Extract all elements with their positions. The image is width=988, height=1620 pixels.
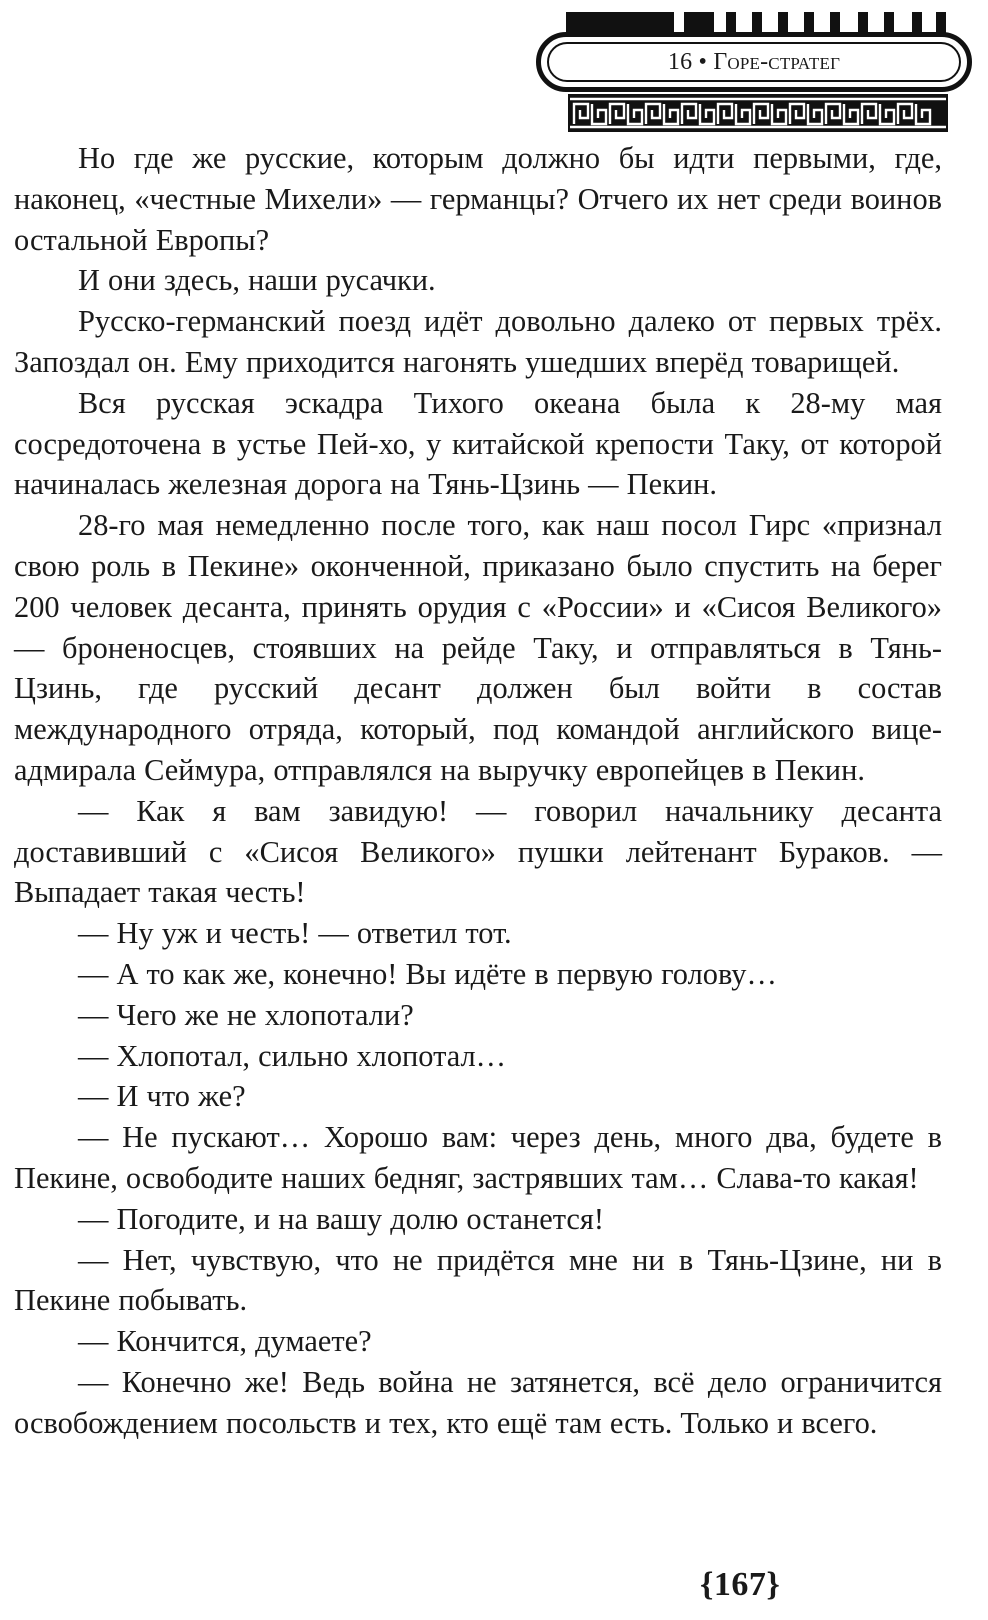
paragraph: 28-го мая немедленно после того, как наш посол Гирс «признал свою роль в Пекине» оконченной, приказано было спустить на берег 200 человек десанта, принять орудия с «России» и «Сисоя Великого» — броненосцев, стоявших на рейде Таку, и отправляться в Тянь-Цзинь, где русский десант должен был войти в состав международного отряда, который, под командой английского вице-адмирала Сеймура, отправлялся на выручку европейцев в Пекин. xyxy=(14,508,942,787)
title-separator: • xyxy=(698,48,708,75)
header-top-ornament xyxy=(566,12,946,34)
dialogue-line: — Конечно же! Ведь война не затянется, всё дело ограничится освобождением посольств и тех, кто ещё там есть. Только и всего. xyxy=(14,1364,942,1440)
running-title xyxy=(668,49,840,76)
dialogue-line: — Хлопотал, сильно хлопотал… xyxy=(78,1038,507,1073)
dialogue-line: — Погодите, и на вашу долю останется! xyxy=(78,1201,604,1236)
dialogue-line: — И что же? xyxy=(78,1079,246,1114)
dialogue-line: — Ну уж и честь! — ответил тот. xyxy=(78,916,512,951)
dialogue-line: — Нет, чувствую, что не придётся мне ни в Тянь-Цзине, ни в Пекине побывать. xyxy=(14,1242,942,1318)
dialogue-line: — А то как же, конечно! Вы идёте в первую голову… xyxy=(78,956,777,991)
dialogue-line: — Чего же не хлопотали? xyxy=(78,997,414,1032)
dialogue-line: — Не пускают… Хорошо вам: через день, много два, будете в Пекине, освободите наших бедняг, застрявших там… Слава-то какая! xyxy=(14,1120,942,1195)
dialogue-line: — Кончится, думаете? xyxy=(78,1324,372,1359)
page-number: {167} xyxy=(700,1566,781,1603)
paragraph: Русско-германский поезд идёт довольно далеко от первых трёх. Запоздал он. Ему приходится нагонять ушедших вперёд товарищей. xyxy=(14,304,942,379)
paragraph: Но где же русские, которым должно бы идти первыми, где, наконец, «честные Михели» — германцы? Отчего их нет среди воинов остальной Европы? xyxy=(14,141,942,257)
dialogue-line: — Как я вам завидую! — говорил начальнику десанта доставивший с «Сисоя Великого» пушки лейтенант Бураков. — Выпадает такая честь! xyxy=(14,793,942,910)
paragraph: И они здесь, наши русачки. xyxy=(78,263,436,298)
paragraph: Вся русская эскадра Тихого океана была к 28-му мая сосредоточена в устье Пей-хо, у китайской крепости Таку, от которой начиналась железная дорога на Тянь-Цзинь — Пекин. xyxy=(14,385,942,502)
chapter-title: Горе-стратег xyxy=(713,48,841,75)
body-text xyxy=(14,138,942,1444)
header-band xyxy=(536,32,972,92)
running-header xyxy=(536,8,976,134)
chapter-number: 16 xyxy=(667,48,693,75)
greek-key-ornament xyxy=(568,94,948,132)
